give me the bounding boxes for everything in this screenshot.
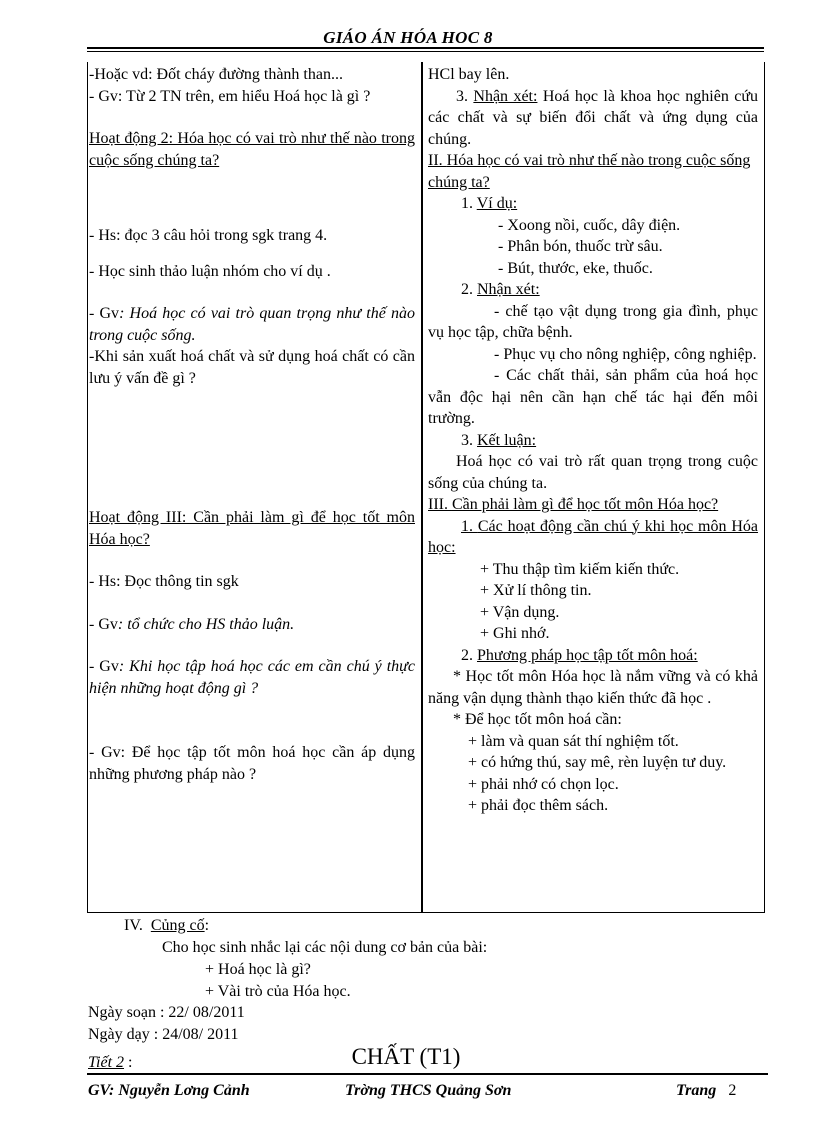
conclusion-text: Hoá học có vai trò rất quan trọng trong cuộc sống của chúng ta. <box>428 453 758 492</box>
lesson-title: CHẤT (T1) <box>351 1044 461 1069</box>
right-text: HCl bay lên. <box>428 66 510 83</box>
header-rule-thick <box>87 47 764 49</box>
section-number: II. <box>428 152 447 169</box>
left-text: - Hs: đọc 3 câu hỏi trong sgk trang 4. <box>89 227 328 244</box>
item-label: Nhận xét: <box>477 281 540 298</box>
table-column-divider <box>421 62 423 912</box>
item-label: Các hoạt động cần chú ý khi học môn Hóa học: <box>428 517 759 556</box>
item-number: 2. <box>461 646 477 664</box>
remark-item: - Các chất thải, sản phẩm của hoá học vẫn độc hại nên cần hạn chế tác hại đến môi trường. <box>428 367 758 427</box>
activity-3-heading: Hoạt động III: Cần phải làm gì để học tốt môn Hóa học? <box>89 509 415 548</box>
method-heading <box>428 645 758 667</box>
left-text <box>89 656 415 699</box>
teach-date: Ngày dạy : 24/08/ 2011 <box>88 1026 239 1043</box>
left-text <box>89 303 415 346</box>
footer-page <box>676 1082 736 1100</box>
lesson-colon: : <box>124 1054 133 1071</box>
method-item: + làm và quan sát thí nghiệm tốt. <box>468 732 679 750</box>
conclusion-heading <box>428 430 758 452</box>
activity-item: + Xử lí thông tin. <box>480 582 592 599</box>
left-text-body: : Hoá học có vai trò quan trọng như thế nào trong cuộc sống. <box>89 305 416 344</box>
consolidate-text: + Vài trò của Hóa học. <box>205 983 351 1000</box>
example-heading <box>428 193 758 215</box>
example-item: - Phân bón, thuốc trừ sâu. <box>498 238 663 255</box>
consolidate-heading <box>124 915 209 937</box>
lesson-label: Tiết 2 <box>88 1054 125 1071</box>
example-item: - Xoong nồi, cuốc, dây điện. <box>498 216 681 234</box>
footer-rule <box>87 1073 768 1075</box>
method-item: + phải đọc thêm sách. <box>468 797 609 814</box>
item-number: 3. <box>461 431 477 449</box>
activity-2-heading: Hoạt động 2: Hóa học có vai trò như thế nào trong cuộc sống chúng ta? <box>89 130 415 169</box>
section-number: IV. <box>124 917 143 934</box>
activity-item: + Ghi nhớ. <box>480 625 550 642</box>
item-number: 1. <box>461 517 478 535</box>
left-text <box>89 614 415 636</box>
footer-school: Trờng THCS Quảng Sơn <box>345 1082 512 1099</box>
left-text-body: : tổ chức cho HS thảo luận. <box>117 615 295 633</box>
item-number: 2. <box>461 281 477 298</box>
left-text: - Hs: Đọc thông tin sgk <box>89 573 239 590</box>
method-item: * Học tốt môn Hóa học là nắm vững và có khả năng vận dụng thành thạo kiến thức đã học . <box>428 668 758 707</box>
section-2-heading <box>428 150 758 193</box>
activity-item: + Thu thập tìm kiếm kiến thức. <box>480 560 680 578</box>
example-item: - Bút, thước, eke, thuốc. <box>498 259 653 277</box>
method-item: + phải nhớ có chọn lọc. <box>468 775 619 793</box>
right-text <box>428 86 758 151</box>
footer-page-number: 2 <box>728 1082 737 1099</box>
consolidate-text: + Hoá học là gì? <box>205 961 311 978</box>
left-text: - Gv: Để học tập tốt môn hoá học cần áp dụng những phương pháp nào ? <box>89 744 415 783</box>
footer-teacher: GV: Nguyễn Lơng Cảnh <box>88 1082 250 1099</box>
prep-date: Ngày soạn : 22/ 08/2011 <box>88 1004 245 1021</box>
left-text: - Gv: Từ 2 TN trên, em hiểu Hoá học là gì ? <box>89 87 371 105</box>
left-text: -Khi sản xuất hoá chất và sử dụng hoá chất có cần lưu ý vấn đề gì ? <box>89 348 415 387</box>
item-label: Nhận xét: <box>473 87 538 105</box>
item-label: Phương pháp học tập tốt môn hoá: <box>477 646 698 664</box>
section-colon: : <box>204 917 210 934</box>
consolidate-text: Cho học sinh nhắc lại các nội dung cơ bản của bài: <box>162 939 488 956</box>
left-text-prefix: - Gv <box>89 658 119 675</box>
section-3-heading <box>428 494 758 516</box>
left-text: - Học sinh thảo luận nhóm cho ví dụ . <box>89 262 331 280</box>
activities-heading <box>428 516 758 559</box>
remark-item: - Phục vụ cho nông nghiệp, công nghiệp. <box>494 345 757 363</box>
item-number: 3. <box>456 87 474 105</box>
activity-item: + Vận dụng. <box>480 603 560 621</box>
method-item: * Để học tốt môn hoá cần: <box>453 711 622 728</box>
section-title: Cần phải làm gì để học tốt môn Hóa học? <box>451 496 719 513</box>
lesson-number <box>88 1052 132 1074</box>
left-text-prefix: - Gv <box>89 615 118 633</box>
left-text-prefix: - Gv <box>89 305 120 322</box>
section-title: Củng cố <box>150 917 205 934</box>
item-body: Hoá học là khoa học nghiên cứu các chất và sự biến đổi chất và ứng dụng của chúng. <box>428 87 758 148</box>
page-header-title: GIÁO ÁN HÓA HOC 8 <box>323 28 493 47</box>
header-rule-thin <box>87 51 764 52</box>
item-label: Kết luận: <box>477 431 537 449</box>
section-number: III. <box>428 496 452 513</box>
table-right-column <box>428 64 758 817</box>
section-title: Hóa học có vai trò như thế nào trong cuộc sống chúng ta? <box>428 152 751 191</box>
remark-heading <box>428 279 758 301</box>
item-number: 1. <box>461 195 477 212</box>
left-text: -Hoặc vd: Đốt cháy đường thành than... <box>89 66 343 83</box>
table-left-column <box>89 64 415 785</box>
left-text-body: : Khi học tập hoá học các em cần chú ý thực hiện những hoạt động gì ? <box>89 658 416 697</box>
footer-page-label: Trang <box>676 1082 717 1099</box>
method-item: + có hứng thú, say mê, rèn luyện tư duy. <box>468 754 727 771</box>
remark-item: - chế tạo vật dụng trong gia đình, phục vụ học tập, chữa bệnh. <box>428 302 758 341</box>
item-label: Ví dụ: <box>476 195 518 212</box>
